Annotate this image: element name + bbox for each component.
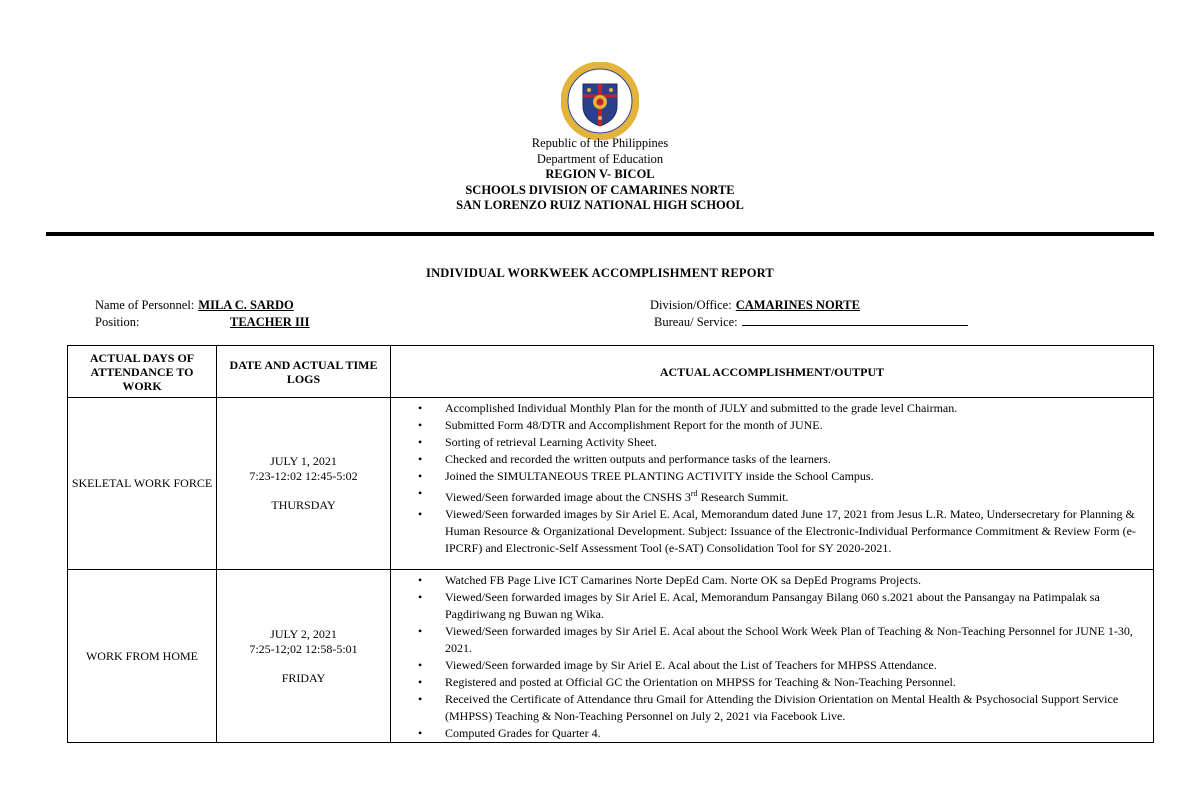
division-value: CAMARINES NORTE [735, 298, 860, 312]
personnel-info [95, 297, 310, 331]
header-school: SAN LORENZO RUIZ NATIONAL HIGH SCHOOL [456, 198, 744, 212]
list-item: • Received the Certificate of Attendance thru Gmail for Attending the Division Orientation on Mental Health & Psychosocial Support Service (MHPSS) Teaching & Non-Teaching Personnel on July 2, 2021 via Facebook Live. [418, 691, 1145, 725]
list-item: • Viewed/Seen forwarded image about the CNSHS 3rd Research Summit. [418, 485, 1145, 506]
list-item: • Viewed/Seen forwarded images by Sir Ariel E. Acal about the School Work Week Plan of Teaching & Non-Teaching Personnel for JUNE 1-30, 2021. [418, 623, 1145, 657]
position-label: Position: [95, 315, 140, 329]
office-info [650, 297, 968, 331]
bureau-label: Bureau/ Service: [654, 315, 738, 329]
name-label: Name of Personnel: [95, 298, 195, 312]
header-accomplishment: ACTUAL ACCOMPLISHMENT/OUTPUT [391, 346, 1154, 398]
list-item: • Sorting of retrieval Learning Activity Sheet. [418, 434, 1145, 451]
deped-seal-logo [561, 62, 639, 140]
header-region: REGION V- BICOL [545, 167, 655, 181]
position-value: TEACHER III [230, 315, 310, 329]
bureau-blank-line [742, 314, 968, 326]
day-text: THURSDAY [271, 498, 336, 512]
list-item: • Watched FB Page Live ICT Camarines Norte DepEd Cam. Norte OK sa DepEd Programs Projects. [418, 572, 1145, 589]
list-item: • Computed Grades for Quarter 4. [418, 725, 1145, 742]
list-item: • Viewed/Seen forwarded image by Sir Ariel E. Acal about the List of Teachers for MHPSS Attendance. [418, 657, 1145, 674]
list-item: • Accomplished Individual Monthly Plan for the month of JULY and submitted to the grade level Chairman. [418, 400, 1145, 417]
division-label: Division/Office: [650, 298, 732, 312]
date-cell [217, 398, 391, 570]
header-division: SCHOOLS DIVISION OF CAMARINES NORTE [465, 182, 735, 197]
document-header [0, 136, 1200, 214]
list-item: • Viewed/Seen forwarded images by Sir Ariel E. Acal, Memorandum Pansangay Bilang 060 s.2021 about the Pansangay na Patimpalak sa Pagdiriwang ng Buwan ng Wika. [418, 589, 1145, 623]
accomplishment-list [418, 572, 1145, 742]
attendance-cell: SKELETAL WORK FORCE [68, 398, 217, 570]
accomplishment-table [67, 345, 1154, 743]
header-republic: Republic of the Philippines [531, 136, 669, 150]
attendance-cell: WORK FROM HOME [68, 570, 217, 743]
accomplishment-cell [391, 398, 1154, 570]
date-text: JULY 1, 2021 [270, 454, 337, 468]
time-logs-text: 7:23-12:02 12:45-5:02 [249, 469, 358, 483]
header-department: Department of Education [536, 151, 664, 166]
report-title: INDIVIDUAL WORKWEEK ACCOMPLISHMENT REPORT [426, 266, 774, 280]
table-header-row [68, 346, 1154, 398]
table-row [68, 570, 1154, 743]
accomplishment-cell [391, 570, 1154, 743]
list-item: • Viewed/Seen forwarded images by Sir Ariel E. Acal, Memorandum dated June 17, 2021 from Jesus L.R. Mateo, Undersecretary for Planning & Human Resource & Organizational Development. Subject: Issuance of the Electronic-Individual Performance Commitment & Review Form (e-IPCRF) and Electronic-Self Assessment Tool (e-SAT) Consolidation Tool for SY 2020-2021. [418, 506, 1145, 557]
name-value: MILA C. SARDO [198, 298, 294, 312]
table-row [68, 398, 1154, 570]
list-item: • Registered and posted at Official GC the Orientation on MHPSS for Teaching & Non-Teaching Personnel. [418, 674, 1145, 691]
accomplishment-list [418, 400, 1145, 557]
date-text: JULY 2, 2021 [270, 626, 337, 641]
header-attendance: ACTUAL DAYS OF ATTENDANCE TO WORK [68, 346, 217, 398]
header-date-logs: DATE AND ACTUAL TIME LOGS [217, 346, 391, 398]
time-logs-text: 7:25-12;02 12:58-5:01 [249, 641, 358, 656]
list-item: • Submitted Form 48/DTR and Accomplishment Report for the month of JUNE. [418, 417, 1145, 434]
date-cell [217, 570, 391, 743]
header-divider [46, 232, 1154, 236]
list-item: • Checked and recorded the written outputs and performance tasks of the learners. [418, 451, 1145, 468]
day-text: FRIDAY [281, 670, 326, 685]
list-item: • Joined the SIMULTANEOUS TREE PLANTING ACTIVITY inside the School Campus. [418, 468, 1145, 485]
